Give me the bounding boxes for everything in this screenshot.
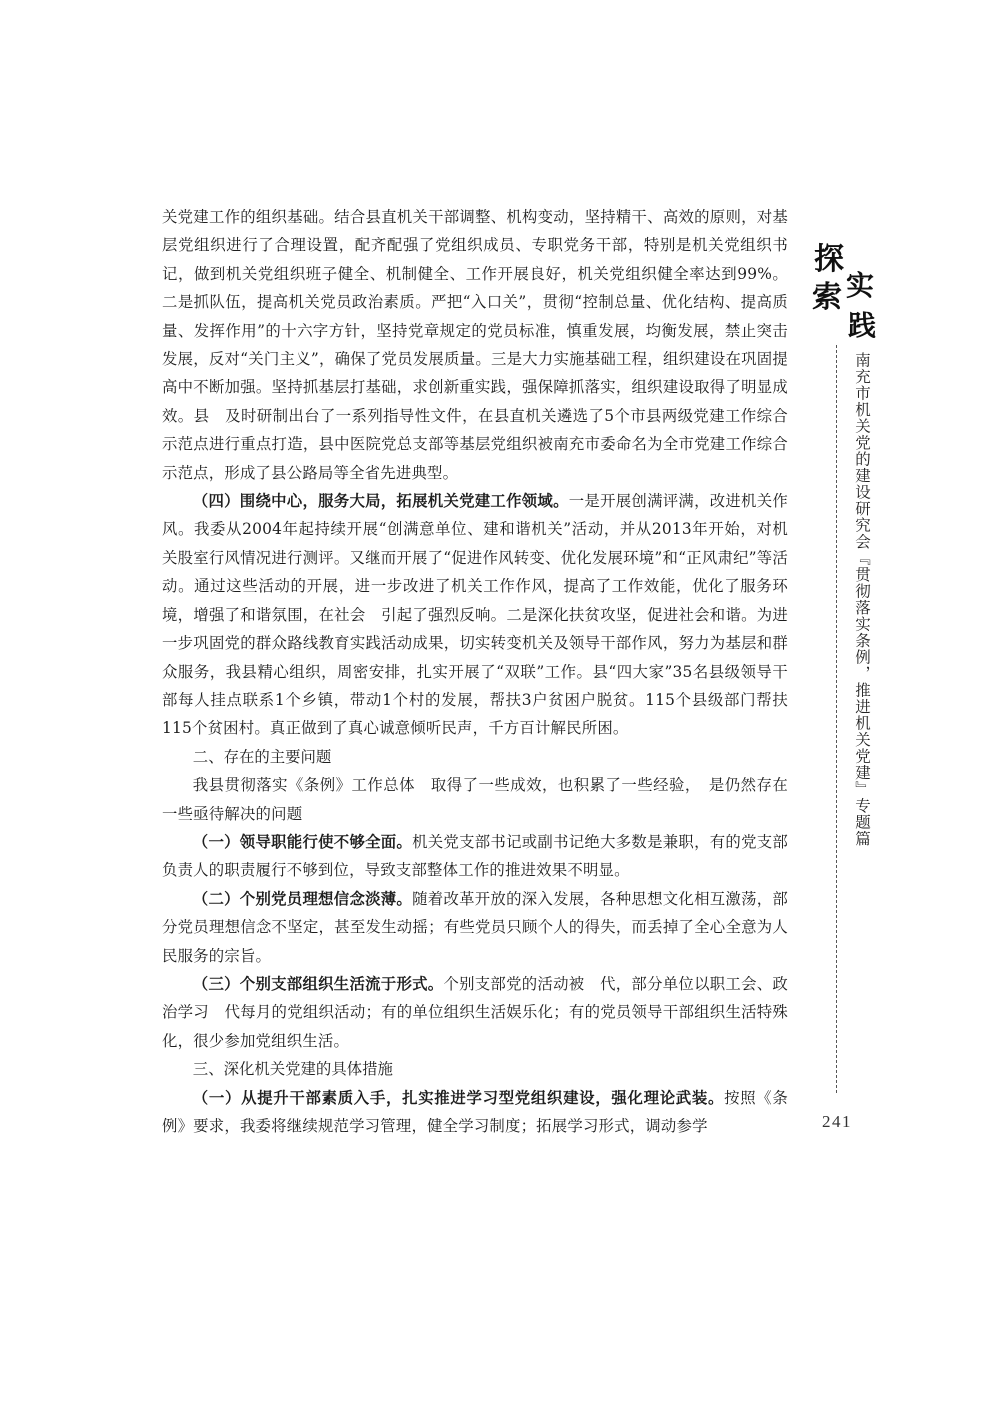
paragraph bbox=[162, 885, 788, 970]
paragraph-heading: （二）个别党员理想信念淡薄。 bbox=[192, 889, 413, 908]
paragraph-heading: （一）从提升干部素质入手，扎实推进学习型党组织建设，强化理论武装。 bbox=[192, 1088, 725, 1107]
paragraph bbox=[162, 970, 788, 1055]
paragraph bbox=[162, 1084, 788, 1141]
paragraph-heading: （四）围绕中心，服务大局，拓展机关党建工作领域。 bbox=[192, 492, 569, 511]
title-char-2: 索 bbox=[812, 280, 842, 315]
paragraph-text: 机关党支部书记或副书记绝大多数是兼职，有的党支部负责人的职责履行不够到位，导致支部整体工作的推进效果不明显。 bbox=[162, 832, 788, 880]
paragraph-heading: （一）领导职能行使不够全面。 bbox=[192, 832, 413, 851]
section-title-calligraphy bbox=[808, 232, 888, 342]
paragraph-text: 一是开展创满评满，改进机关作风。我委从2004年起持续开展“创满意单位、建和谐机关”活动，并从2013年开始，对机关股室行风情况进行测评。又继而开展了“促进作风转变、优化发展环境”和“正风肃纪”等活动。通过这些活动的开展，进一步改进了机关工作作风，提高了工作效能，优化了服务环境，增强了和谐氛围，在社会 引起了强烈反响。二是深化扶贫攻坚，促进社会和谐。为进一步巩固党的群众路线教育实践活动成果，切实转变机关及领导干部作风，努力为基层和群众服务，我县精心组织，周密安排，扎实开展了“双联”工作。县“四大家”35名县级领导干部每人挂点联系1个乡镇，带动1个村的发展，帮扶3户贫困户脱贫。115个县级部门帮扶115个贫困村。真正做到了真心诚意倾听民声，千方百计解民所困。 bbox=[162, 492, 788, 738]
paragraph-text: 个别支部党的活动被 代，部分单位以职工会、政治学习 代每月的党组织活动；有的单位组织生活娱乐化；有的党员领导干部组织生活特殊化，很少参加党组织生活。 bbox=[162, 974, 788, 1050]
running-header: 南充市机关党的建设研究会『贯彻落实条例，推进机关党建』专题篇 bbox=[853, 352, 871, 847]
title-char-1: 探 bbox=[814, 242, 844, 277]
page-number: 241 bbox=[822, 1112, 852, 1131]
paragraph-text: 按照《条例》要求，我委将继续规范学习管理，健全学习制度；拓展学习形式，调动参学 bbox=[162, 1088, 788, 1135]
paragraph-heading: （三）个别支部组织生活流于形式。 bbox=[192, 974, 444, 993]
section-heading: 二、存在的主要问题 bbox=[192, 747, 332, 766]
sidebar-divider bbox=[836, 345, 837, 1093]
section-heading: 三、深化机关党建的具体措施 bbox=[192, 1060, 393, 1079]
title-char-3: 实 bbox=[846, 269, 875, 302]
paragraph-text: 随着改革开放的深入发展，各种思想文化相互激荡，部分党员理想信念不坚定，甚至发生动摇；有些党员只顾个人的得失，而丢掉了全心全意为人民服务的宗旨。 bbox=[162, 889, 788, 965]
paragraph: 关党建工作的组织基础。结合县直机关干部调整、机构变动，坚持精干、高效的原则，对基层党组织进行了合理设置，配齐配强了党组织成员、专职党务干部，特别是机关党组织书记，做到机关党组织班子健全、机制健全、工作开展良好，机关党组织健全率达到99%。二是抓队伍，提高机关党员政治素质。严把“入口关”，贯彻“控制总量、优化结构、提高质量、发挥作用”的十六字方针，坚持党章规定的党员标准，慎重发展，均衡发展，禁止突击发展，反对“关门主义”，确保了党员发展质量。三是大力实施基础工程，组织建设在巩固提高中不断加强。坚持抓基层打基础，求创新重实践，强保障抓落实，组织建设取得了明显成效。县 及时研制出台了一系列指导性文件，在县直机关遴选了5个市县两级党建工作综合示范点进行重点打造，县中医院党总支部等基层党组织被南充市委命名为全市党建工作综合示范点，形成了县公路局等全省先进典型。 bbox=[162, 208, 788, 482]
body-text bbox=[162, 203, 788, 1140]
paragraph bbox=[162, 828, 788, 885]
paragraph: 我县贯彻落实《条例》工作总体 取得了一些成效，也积累了一些经验， 是仍然存在一些亟待解决的问题 bbox=[162, 776, 788, 823]
paragraph bbox=[162, 487, 788, 743]
title-char-4: 践 bbox=[848, 309, 877, 342]
